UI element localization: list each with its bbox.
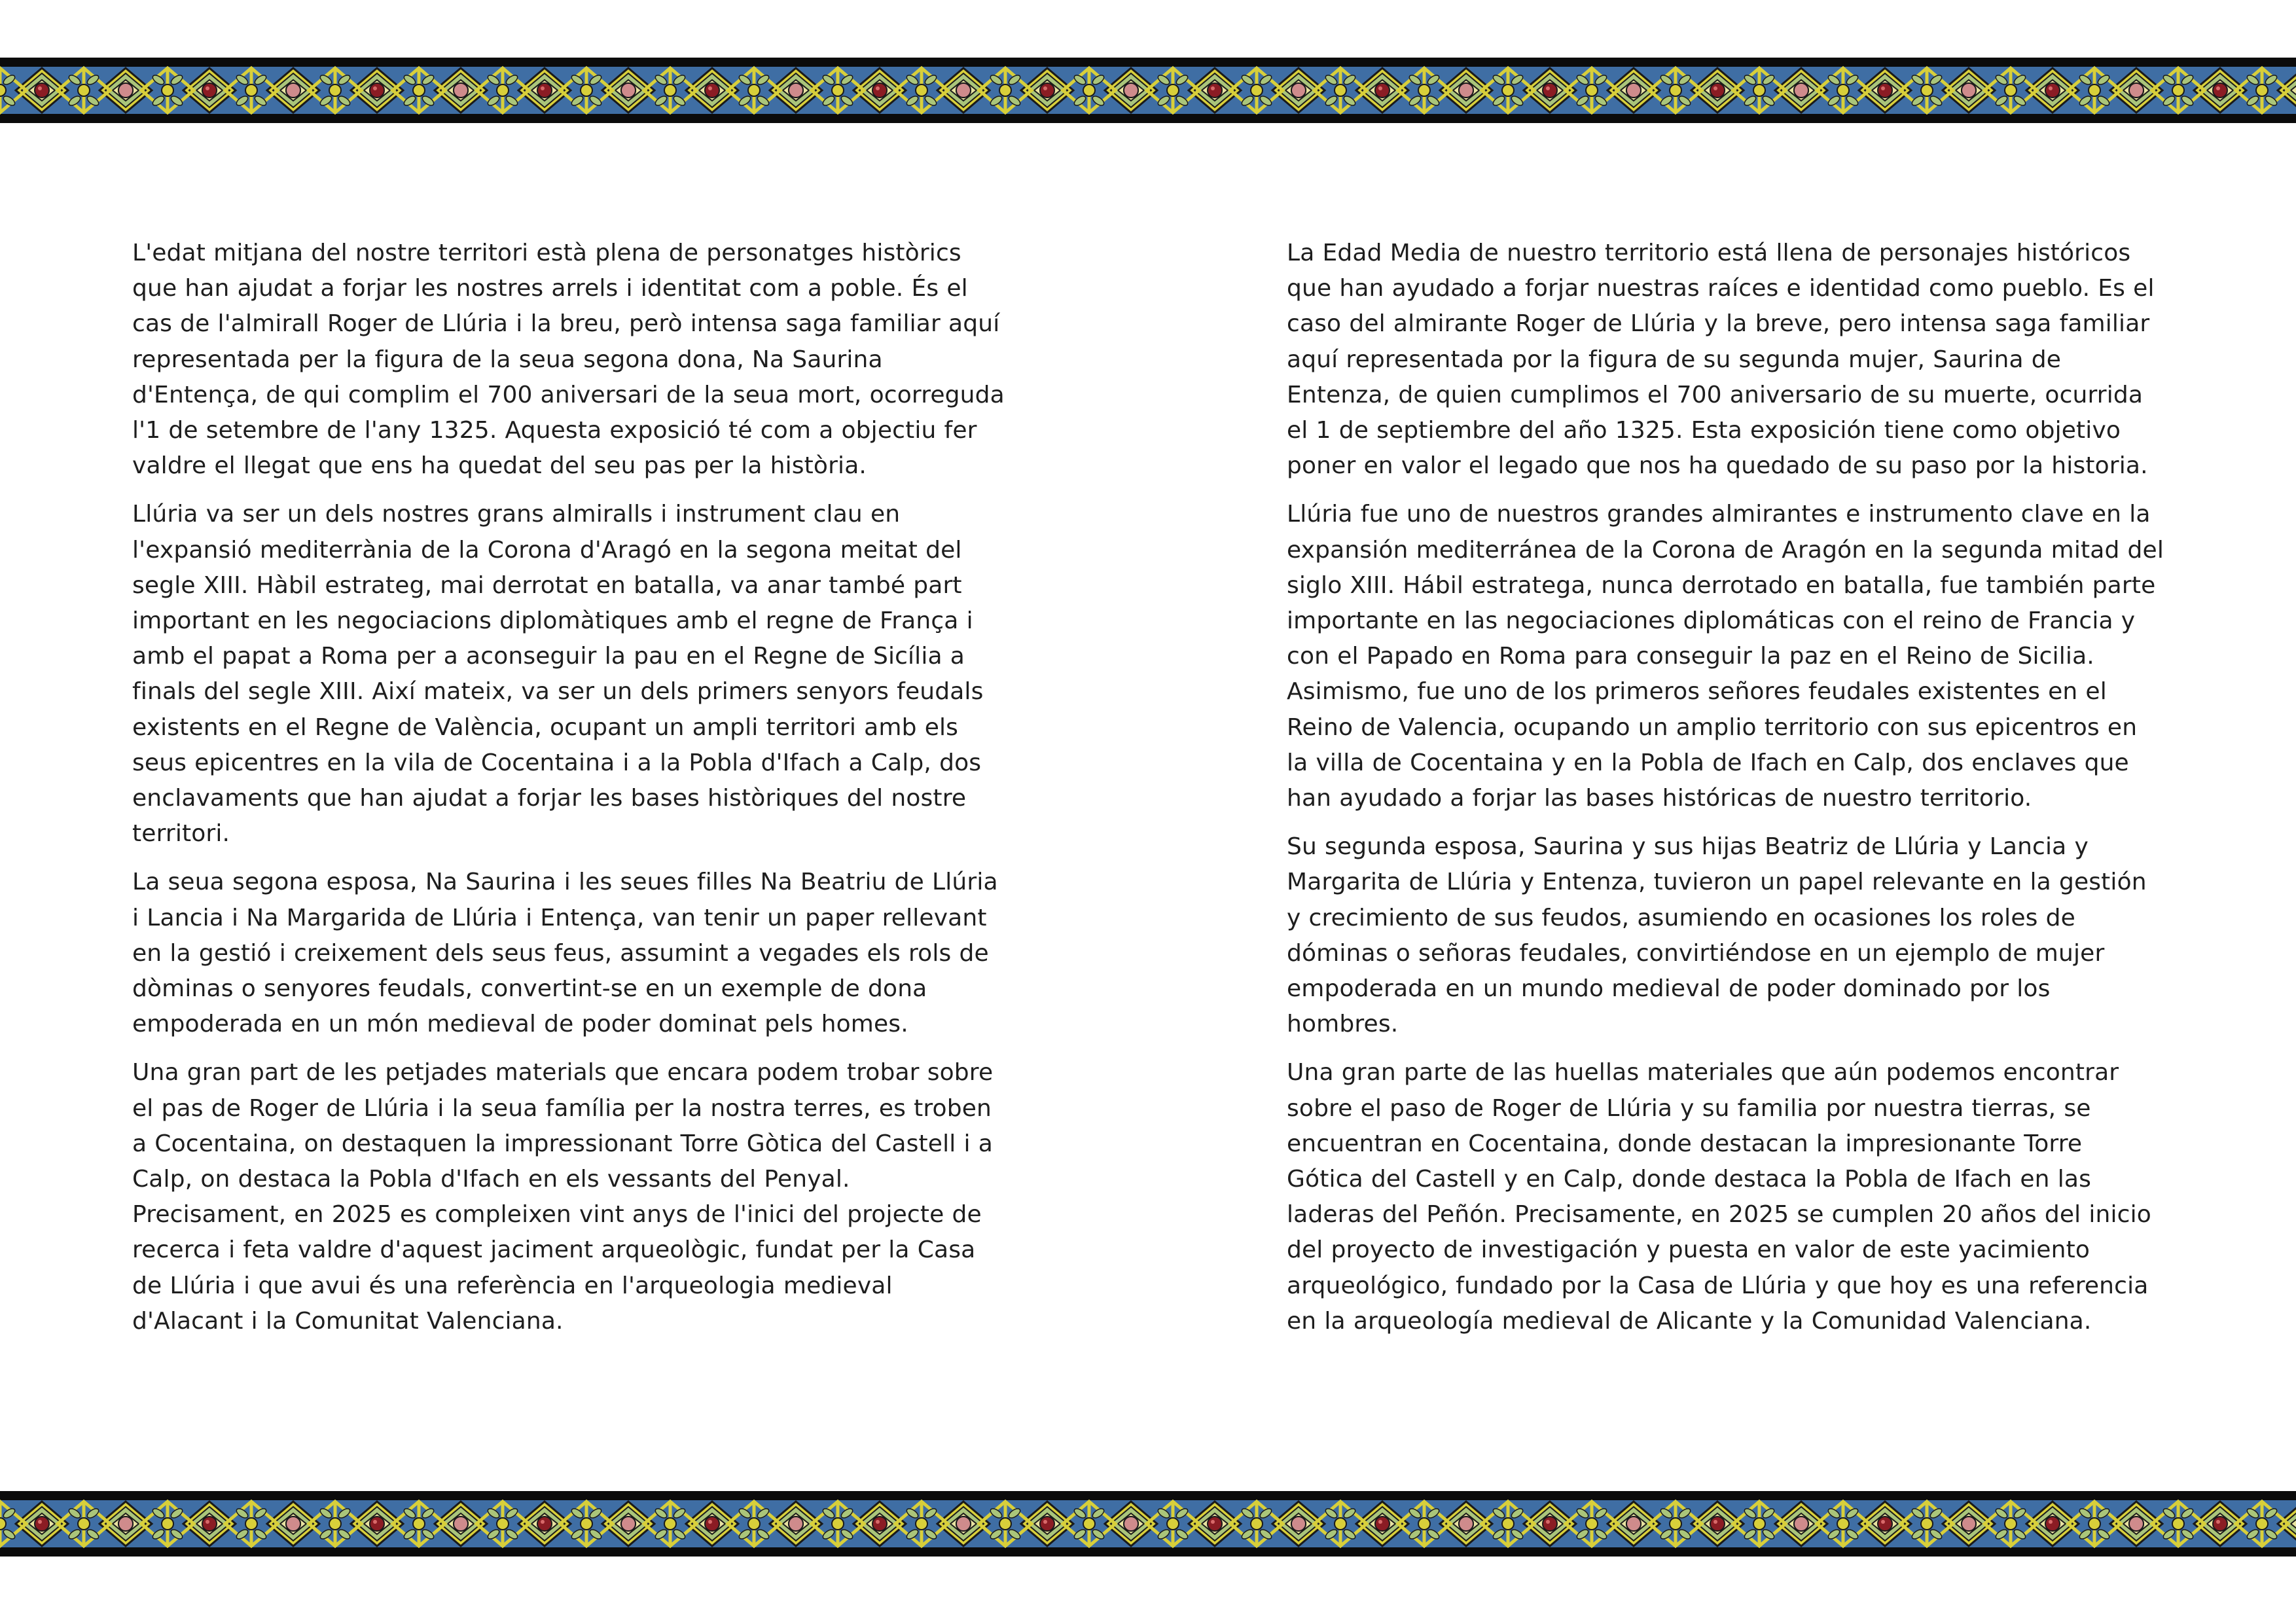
catalan-paragraph-1: L'edat mitjana del nostre territori està plena de personatges històrics que han ajudat a forjar les nostres arrels i identitat com a poble. És el cas de l'almirall Roger de Llúria i la breu, però intensa saga familiar aquí representada per la figura de la seua segona dona, Na Saurina d'Entença, de qui complim el 700 aniversari de la seua mort, ocorreguda l'1 de setembre de l'any 1325. Aquesta exposició té com a objectiu fer valdre el llegat que ens ha quedat del seu pas per la història. — [132, 240, 1005, 480]
catalan-paragraph-4: Una gran part de les petjades materials que encara podem trobar sobre el pas de Roger de Llúria i la seua família per la nostra terres, es troben a Cocentaina, on destaquen la impressionant Torre Gòtica del Castell i a Calp, on destaca la Pobla d'Ifach en els vessants del Penyal. Precisament, en 2025 es compleixen vint anys de l'inici del projecte de recerca i feta valdre d'aquest jaciment arqueològic, fundat per la Casa de Llúria i que avui és una referència en l'arqueologia medieval d'Alacant i la Comunitat Valenciana. — [132, 1059, 994, 1335]
catalan-text-column — [132, 236, 1009, 1352]
top-tile-frieze — [0, 58, 2296, 123]
spanish-text-column — [1287, 236, 2164, 1352]
bottom-tile-frieze — [0, 1491, 2296, 1557]
spanish-paragraph-1: La Edad Media de nuestro territorio está llena de personajes históricos que han ayudado a forjar nuestras raíces e identidad como pueblo. Es el caso del almirante Roger de Llúria y la breve, pero intensa saga familiar aquí representada por la figura de su segunda mujer, Saurina de Entenza, de quien cumplimos el 700 aniversario de su muerte, ocurrida el 1 de septiembre del año 1325. Esta exposición tiene como objetivo poner en valor el legado que nos ha quedado de su paso por la historia. — [1287, 240, 2155, 480]
bottom-decorative-border — [0, 1491, 2296, 1557]
catalan-paragraph-2: Llúria va ser un dels nostres grans almiralls i instrument clau en l'expansió mediterrània de la Corona d'Aragó en la segona meitat del segle XIII. Hàbil estrateg, mai derrotat en batalla, va anar també part important en les negociacions diplomàtiques amb el regne de França i amb el papat a Roma per a aconseguir la pau en el Regne de Sicília a finals del segle XIII. Així mateix, va ser un dels primers senyors feudals existents en el Regne de València, ocupant un ampli territori amb els seus epicentres en la vila de Cocentaina i a la Pobla d'Ifach a Calp, dos enclavaments que han ajudat a forjar les bases històriques del nostre territori. — [132, 501, 984, 848]
spanish-paragraph-2: Llúria fue uno de nuestros grandes almirantes e instrumento clave en la expansión mediterránea de la Corona de Aragón en la segunda mitad del siglo XIII. Hábil estratega, nunca derrotado en batalla, fue también parte importante en las negociaciones diplomáticas con el reino de Francia y con el Papado en Roma para conseguir la paz en el Reino de Sicilia. Asimismo, fue uno de los primeros señores feudales existentes en el Reino de Valencia, ocupando un amplio territorio con sus epicentros en la villa de Cocentaina y en la Pobla de Ifach en Calp, dos enclaves que han ayudado a forjar las bases históricas de nuestro territorio. — [1287, 501, 2164, 812]
catalan-paragraph-3: La seua segona esposa, Na Saurina i les seues filles Na Beatriu de Llúria i Lancia i Na Margarida de Llúria i Entença, van tenir un paper rellevant en la gestió i creixement dels seus feus, assumint a vegades els rols de dòminas o senyores feudals, convertint-se en un exemple de dona empoderada en un món medieval de poder dominat pels homes. — [132, 869, 998, 1038]
spanish-paragraph-3: Su segunda esposa, Saurina y sus hijas Beatriz de Llúria y Lancia y Margarita de Llúria y Entenza, tuvieron un papel relevante en la gestión y crecimiento de sus feudos, asumiendo en ocasiones los roles de dóminas o señoras feudales, convirtiéndose en un ejemplo de mujer empoderada en un mundo medieval de poder dominado por los hombres. — [1287, 833, 2147, 1038]
top-decorative-border — [0, 58, 2296, 123]
spanish-paragraph-4: Una gran parte de las huellas materiales que aún podemos encontrar sobre el paso de Roger de Llúria y su familia por nuestra tierras, se encuentran en Cocentaina, donde destacan la impresionante Torre Gótica del Castell y en Calp, donde destaca la Pobla de Ifach en las laderas del Peñón. Precisamente, en 2025 se cumplen 20 años del inicio del proyecto de investigación y puesta en valor de este yacimiento arqueológico, fundado por la Casa de Llúria y que hoy es una referencia en la arqueología medieval de Alicante y la Comunidad Valenciana. — [1287, 1059, 2151, 1335]
